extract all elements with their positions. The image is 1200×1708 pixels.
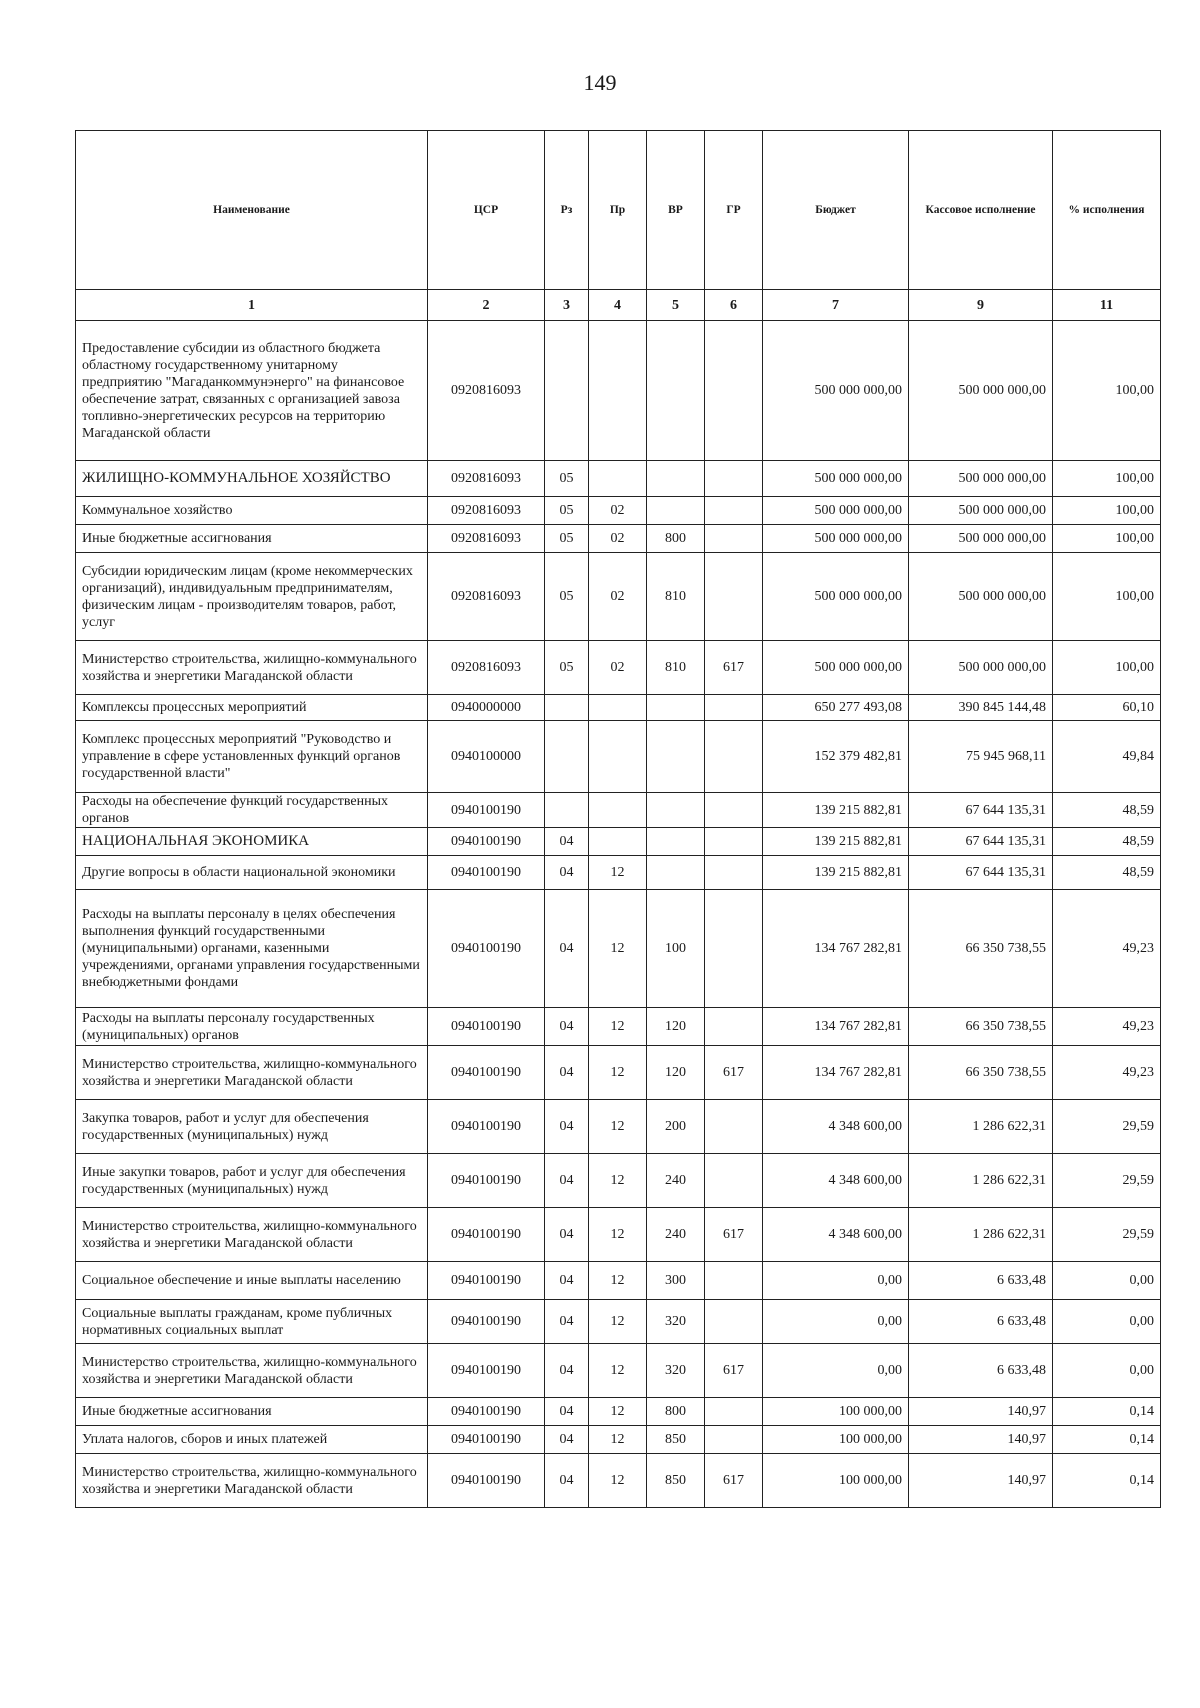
cell-budget: 500 000 000,00 [763,641,909,695]
table-row [76,1344,1161,1398]
cell-pct: 100,00 [1053,461,1161,497]
cell-rz: 04 [545,1300,589,1344]
cell-pct: 49,23 [1053,1008,1161,1046]
cell-budget: 500 000 000,00 [763,525,909,553]
cell-cash: 500 000 000,00 [909,321,1053,461]
cell-pct: 100,00 [1053,321,1161,461]
cell-name: Министерство строительства, жилищно-коммунального хозяйства и энергетики Магаданской области [76,1046,428,1100]
cell-pr [589,793,647,828]
cell-pr: 12 [589,1454,647,1508]
cell-gr [705,461,763,497]
cell-pr: 12 [589,1100,647,1154]
cell-gr [705,525,763,553]
cell-gr [705,828,763,856]
cell-gr [705,856,763,890]
cell-csr: 0940100000 [428,721,545,793]
cell-name: Уплата налогов, сборов и иных платежей [76,1426,428,1454]
cell-budget: 139 215 882,81 [763,856,909,890]
cell-vr: 810 [647,553,705,641]
cell-csr: 0940000000 [428,695,545,721]
cell-budget: 134 767 282,81 [763,1008,909,1046]
cell-csr: 0940100190 [428,1100,545,1154]
cell-vr [647,828,705,856]
cell-pct: 0,14 [1053,1426,1161,1454]
cell-name: ЖИЛИЩНО-КОММУНАЛЬНОЕ ХОЗЯЙСТВО [76,461,428,497]
cell-budget: 134 767 282,81 [763,1046,909,1100]
cell-cash: 140,97 [909,1398,1053,1426]
cell-cash: 140,97 [909,1426,1053,1454]
cell-csr: 0940100190 [428,1154,545,1208]
cell-budget: 4 348 600,00 [763,1154,909,1208]
column-number: 3 [545,290,589,321]
cell-pr: 12 [589,1008,647,1046]
column-number: 1 [76,290,428,321]
cell-rz: 05 [545,525,589,553]
cell-cash: 6 633,48 [909,1344,1053,1398]
cell-pct: 49,23 [1053,890,1161,1008]
cell-vr [647,321,705,461]
page-number: 149 [583,70,617,95]
cell-pr: 12 [589,1208,647,1262]
cell-rz: 05 [545,553,589,641]
cell-pr: 02 [589,553,647,641]
cell-rz: 05 [545,461,589,497]
table-row [76,1426,1161,1454]
cell-csr: 0920816093 [428,641,545,695]
cell-vr: 800 [647,1398,705,1426]
cell-cash: 500 000 000,00 [909,525,1053,553]
cell-cash: 500 000 000,00 [909,497,1053,525]
cell-gr: 617 [705,1208,763,1262]
cell-vr: 850 [647,1454,705,1508]
table-row [76,321,1161,461]
cell-pct: 0,14 [1053,1398,1161,1426]
cell-csr: 0940100190 [428,856,545,890]
cell-rz: 04 [545,1426,589,1454]
header-name: Наименование [76,131,428,290]
table-row [76,461,1161,497]
cell-pct: 48,59 [1053,828,1161,856]
cell-gr [705,890,763,1008]
table-row [76,1208,1161,1262]
cell-rz: 04 [545,1344,589,1398]
cell-gr: 617 [705,641,763,695]
cell-rz: 04 [545,1046,589,1100]
cell-csr: 0940100190 [428,1398,545,1426]
cell-name: Закупка товаров, работ и услуг для обеспечения государственных (муниципальных) нужд [76,1100,428,1154]
cell-gr [705,553,763,641]
cell-csr: 0920816093 [428,461,545,497]
cell-budget: 152 379 482,81 [763,721,909,793]
cell-pct: 100,00 [1053,553,1161,641]
cell-rz: 04 [545,1398,589,1426]
cell-pr: 12 [589,1426,647,1454]
cell-vr: 800 [647,525,705,553]
cell-name: Комплекс процессных мероприятий "Руководство и управление в сфере установленных функций органов государственной власти" [76,721,428,793]
cell-pct: 0,00 [1053,1344,1161,1398]
cell-budget: 0,00 [763,1300,909,1344]
cell-csr: 0920816093 [428,321,545,461]
cell-csr: 0940100190 [428,890,545,1008]
column-number: 11 [1053,290,1161,321]
column-number: 7 [763,290,909,321]
column-number: 2 [428,290,545,321]
cell-pct: 48,59 [1053,856,1161,890]
cell-rz: 04 [545,1154,589,1208]
column-number: 5 [647,290,705,321]
table-row [76,1154,1161,1208]
cell-vr [647,856,705,890]
cell-csr: 0940100190 [428,1208,545,1262]
table-row [76,828,1161,856]
cell-gr [705,1426,763,1454]
header-rz: Рз [545,131,589,290]
cell-name: Другие вопросы в области национальной экономики [76,856,428,890]
cell-pr [589,695,647,721]
cell-pct: 0,00 [1053,1262,1161,1300]
header-pr: Пр [589,131,647,290]
cell-gr [705,1398,763,1426]
table-row [76,856,1161,890]
cell-rz [545,721,589,793]
cell-vr: 810 [647,641,705,695]
cell-cash: 140,97 [909,1454,1053,1508]
cell-name: Иные бюджетные ассигнования [76,1398,428,1426]
cell-cash: 500 000 000,00 [909,641,1053,695]
cell-csr: 0920816093 [428,497,545,525]
table-row [76,695,1161,721]
cell-cash: 500 000 000,00 [909,461,1053,497]
cell-cash: 66 350 738,55 [909,1008,1053,1046]
table-row [76,641,1161,695]
cell-pct: 29,59 [1053,1100,1161,1154]
cell-name: Министерство строительства, жилищно-коммунального хозяйства и энергетики Магаданской области [76,1208,428,1262]
header-pct: % исполнения [1053,131,1161,290]
column-number: 4 [589,290,647,321]
cell-pr: 12 [589,890,647,1008]
table-row [76,1100,1161,1154]
cell-name: Иные бюджетные ассигнования [76,525,428,553]
cell-vr: 320 [647,1344,705,1398]
cell-rz: 05 [545,497,589,525]
cell-vr [647,721,705,793]
cell-vr [647,695,705,721]
cell-csr: 0940100190 [428,1426,545,1454]
cell-gr [705,695,763,721]
table-row [76,1008,1161,1046]
cell-cash: 66 350 738,55 [909,1046,1053,1100]
cell-cash: 67 644 135,31 [909,856,1053,890]
cell-cash: 390 845 144,48 [909,695,1053,721]
cell-cash: 67 644 135,31 [909,793,1053,828]
cell-name: НАЦИОНАЛЬНАЯ ЭКОНОМИКА [76,828,428,856]
cell-pct: 49,23 [1053,1046,1161,1100]
cell-pct: 48,59 [1053,793,1161,828]
cell-pct: 100,00 [1053,641,1161,695]
budget-execution-table [75,130,1161,1508]
cell-name: Предоставление субсидии из областного бюджета областному государственному унитарному предприятию "Магаданкоммунэнерго" на финансовое обеспечение затрат, связанных с организацией завоза топливно-энергетических ресурсов на территорию Магаданской области [76,321,428,461]
cell-budget: 4 348 600,00 [763,1208,909,1262]
cell-gr [705,1300,763,1344]
cell-pr [589,828,647,856]
cell-gr [705,1154,763,1208]
cell-name: Расходы на выплаты персоналу государственных (муниципальных) органов [76,1008,428,1046]
cell-pct: 0,14 [1053,1454,1161,1508]
cell-name: Министерство строительства, жилищно-коммунального хозяйства и энергетики Магаданской области [76,641,428,695]
table-row [76,1398,1161,1426]
cell-gr [705,497,763,525]
cell-budget: 139 215 882,81 [763,793,909,828]
cell-pct: 29,59 [1053,1154,1161,1208]
cell-name: Министерство строительства, жилищно-коммунального хозяйства и энергетики Магаданской области [76,1454,428,1508]
cell-pr [589,461,647,497]
cell-name: Социальные выплаты гражданам, кроме публичных нормативных социальных выплат [76,1300,428,1344]
table-row [76,1262,1161,1300]
cell-budget: 500 000 000,00 [763,461,909,497]
cell-rz: 04 [545,1454,589,1508]
cell-pr: 12 [589,1154,647,1208]
cell-budget: 100 000,00 [763,1426,909,1454]
cell-vr: 200 [647,1100,705,1154]
cell-pct: 0,00 [1053,1300,1161,1344]
cell-cash: 6 633,48 [909,1300,1053,1344]
cell-gr [705,721,763,793]
cell-cash: 500 000 000,00 [909,553,1053,641]
cell-budget: 100 000,00 [763,1398,909,1426]
cell-vr [647,497,705,525]
cell-cash: 75 945 968,11 [909,721,1053,793]
cell-pr: 12 [589,1344,647,1398]
cell-vr: 850 [647,1426,705,1454]
column-number: 6 [705,290,763,321]
cell-name: Министерство строительства, жилищно-коммунального хозяйства и энергетики Магаданской области [76,1344,428,1398]
cell-cash: 1 286 622,31 [909,1208,1053,1262]
table-body [76,321,1161,1508]
cell-rz [545,321,589,461]
cell-rz: 04 [545,1262,589,1300]
cell-pr: 12 [589,1262,647,1300]
cell-name: Социальное обеспечение и иные выплаты населению [76,1262,428,1300]
cell-rz: 04 [545,890,589,1008]
cell-budget: 500 000 000,00 [763,321,909,461]
cell-pct: 60,10 [1053,695,1161,721]
cell-pct: 29,59 [1053,1208,1161,1262]
cell-vr: 300 [647,1262,705,1300]
cell-rz: 04 [545,1008,589,1046]
cell-cash: 1 286 622,31 [909,1100,1053,1154]
cell-cash: 1 286 622,31 [909,1154,1053,1208]
table-row [76,1300,1161,1344]
cell-gr: 617 [705,1046,763,1100]
cell-csr: 0940100190 [428,1454,545,1508]
cell-budget: 500 000 000,00 [763,497,909,525]
cell-gr: 617 [705,1454,763,1508]
cell-vr [647,793,705,828]
cell-pct: 49,84 [1053,721,1161,793]
cell-pr: 02 [589,497,647,525]
cell-budget: 0,00 [763,1262,909,1300]
cell-pr: 02 [589,525,647,553]
cell-csr: 0940100190 [428,1262,545,1300]
table-row [76,553,1161,641]
header-row [76,131,1161,290]
cell-gr: 617 [705,1344,763,1398]
cell-gr [705,1008,763,1046]
cell-pr [589,321,647,461]
cell-csr: 0920816093 [428,553,545,641]
table-row [76,890,1161,1008]
cell-name: Расходы на обеспечение функций государственных органов [76,793,428,828]
header-vr: ВР [647,131,705,290]
column-number-row [76,290,1161,321]
cell-csr: 0940100190 [428,1008,545,1046]
cell-gr [705,793,763,828]
header-csr: ЦСР [428,131,545,290]
header-budget: Бюджет [763,131,909,290]
cell-budget: 100 000,00 [763,1454,909,1508]
cell-cash: 6 633,48 [909,1262,1053,1300]
cell-pct: 100,00 [1053,497,1161,525]
cell-name: Расходы на выплаты персоналу в целях обеспечения выполнения функций государственными (муниципальными) органами, казенными учреждениями, органами управления государственными внебюджетными фондами [76,890,428,1008]
column-number: 9 [909,290,1053,321]
cell-csr: 0940100190 [428,828,545,856]
table-row [76,497,1161,525]
cell-rz [545,793,589,828]
cell-rz: 05 [545,641,589,695]
cell-rz: 04 [545,1100,589,1154]
cell-budget: 4 348 600,00 [763,1100,909,1154]
cell-pr: 12 [589,1398,647,1426]
cell-name: Коммунальное хозяйство [76,497,428,525]
cell-vr: 240 [647,1208,705,1262]
cell-budget: 500 000 000,00 [763,553,909,641]
cell-csr: 0940100190 [428,1046,545,1100]
cell-pct: 100,00 [1053,525,1161,553]
cell-rz: 04 [545,828,589,856]
cell-gr [705,1262,763,1300]
table-row [76,1454,1161,1508]
cell-rz [545,695,589,721]
cell-pr: 12 [589,1046,647,1100]
cell-rz: 04 [545,856,589,890]
cell-csr: 0940100190 [428,1344,545,1398]
cell-gr [705,321,763,461]
cell-csr: 0940100190 [428,793,545,828]
cell-cash: 67 644 135,31 [909,828,1053,856]
cell-cash: 66 350 738,55 [909,890,1053,1008]
cell-budget: 0,00 [763,1344,909,1398]
header-cash: Кассовое исполнение [909,131,1053,290]
table-row [76,721,1161,793]
cell-name: Субсидии юридическим лицам (кроме некоммерческих организаций), индивидуальным предпринимателям, физическим лицам - производителям товаров, работ, услуг [76,553,428,641]
cell-budget: 650 277 493,08 [763,695,909,721]
cell-pr: 12 [589,1300,647,1344]
cell-pr: 12 [589,856,647,890]
cell-rz: 04 [545,1208,589,1262]
table-row [76,525,1161,553]
cell-vr: 240 [647,1154,705,1208]
header-gr: ГР [705,131,763,290]
cell-budget: 139 215 882,81 [763,828,909,856]
cell-vr: 120 [647,1008,705,1046]
cell-vr: 100 [647,890,705,1008]
table-row [76,1046,1161,1100]
cell-name: Комплексы процессных мероприятий [76,695,428,721]
cell-name: Иные закупки товаров, работ и услуг для обеспечения государственных (муниципальных) нужд [76,1154,428,1208]
cell-budget: 134 767 282,81 [763,890,909,1008]
table-row [76,793,1161,828]
cell-vr: 320 [647,1300,705,1344]
cell-vr [647,461,705,497]
cell-csr: 0920816093 [428,525,545,553]
cell-pr: 02 [589,641,647,695]
cell-vr: 120 [647,1046,705,1100]
cell-gr [705,1100,763,1154]
cell-pr [589,721,647,793]
cell-csr: 0940100190 [428,1300,545,1344]
